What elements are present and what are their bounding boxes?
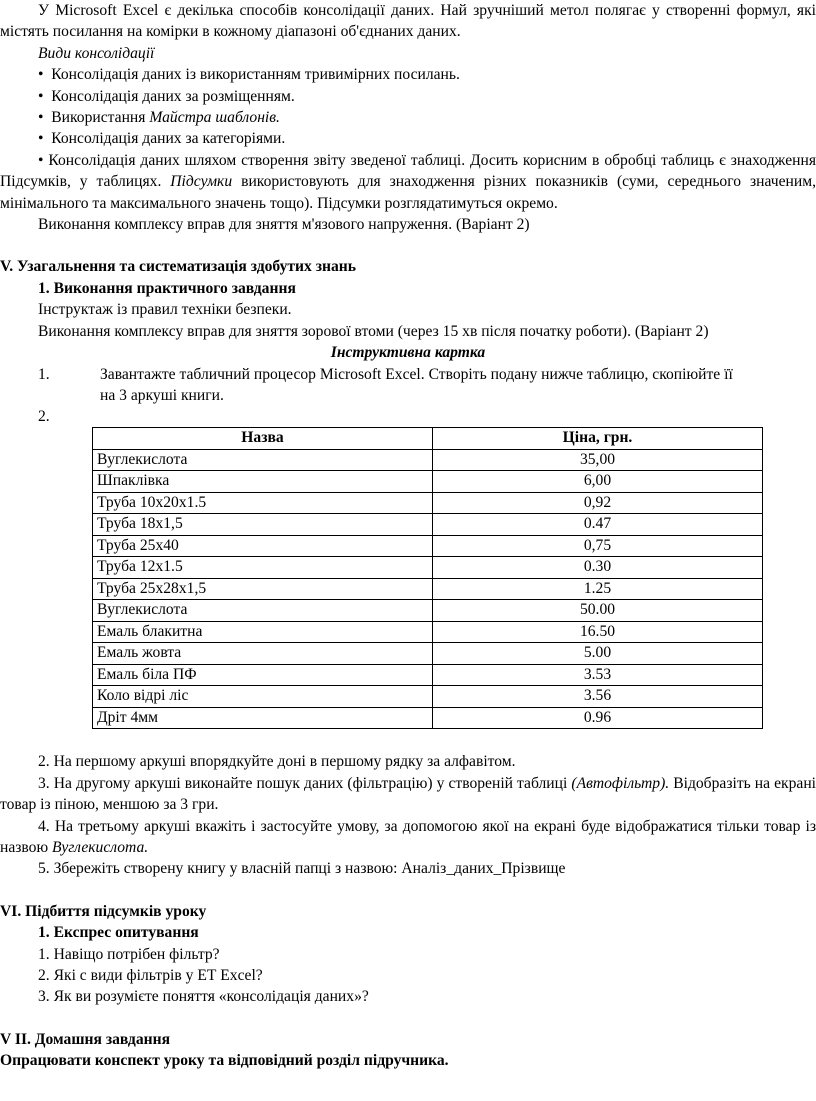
bullet-text-italic: Підсумки: [170, 173, 233, 191]
bullet-symbol: •: [38, 109, 44, 127]
product-name-cell: Труба 25х28х1,5: [93, 578, 433, 600]
table-header-row: [93, 428, 763, 450]
product-name-cell: Труба 10х20х1.5: [93, 492, 433, 514]
section-title-6: VI. Підбиття підсумків уроку: [0, 902, 207, 920]
table-row: [93, 600, 763, 622]
price-table: [92, 427, 763, 729]
product-name-cell: Труба 18х1,5: [93, 514, 433, 536]
product-name-cell: Труба 12х1.5: [93, 557, 433, 579]
bullet-symbol: •: [38, 151, 44, 169]
task-text: 4. На третьому аркуші вкажіть і застосуйте умову, за допомогою якої на екрані буде відображатися тільки товар із назвою: [0, 817, 816, 856]
bullet-text: використовують для знаходження різних показників (суми, середнього значеним, мінімального та максимального значень тощо). Підсумки розглядатимуться окремо.: [0, 173, 816, 212]
table-row: [93, 621, 763, 643]
table-row: [93, 686, 763, 708]
table-row: [93, 449, 763, 471]
eye-exercise-line: Виконання комплексу вправ для зняття зорової втоми (через 15 хв після початку роботи). (Варіант 2): [38, 322, 709, 340]
task-text: Відобразіть на екрані товар із піною, меншою за 3 гри.: [0, 774, 816, 814]
price-cell: 6,00: [433, 471, 763, 493]
task-text-italic: Вуглекислота.: [52, 838, 149, 856]
product-name-cell: Вуглекислота: [93, 449, 433, 471]
price-table-body: [93, 449, 763, 729]
task-4: [0, 816, 816, 859]
step-number: 1.: [38, 365, 50, 383]
bullet-item: [0, 86, 816, 107]
consolidation-types-heading: Види консолідації: [38, 44, 155, 62]
bullet-text: Консолідація даних за категоріями.: [51, 130, 286, 148]
task-2: 2. На першому аркуші впорядкуйте доні в першому рядку за алфавітом.: [38, 753, 516, 771]
price-cell: 3.53: [433, 664, 763, 686]
step-text: Завантажте табличний процесор Microsoft Excel. Створіть подану нижче таблицю, скопіюйте її на 3 аркуші книги.: [100, 365, 733, 404]
bullet-item-long: [0, 150, 816, 214]
table-row: [93, 707, 763, 729]
table-row: [93, 557, 763, 579]
table-row: [93, 514, 763, 536]
table-row: [93, 492, 763, 514]
safety-instruction: Інструктаж із правил техніки безпеки.: [38, 301, 292, 319]
section-title-7: V II. Домашня завдання: [0, 1030, 171, 1048]
bullet-text: Консолідація даних шляхом створення звіту зведеної таблиці. Досить корисним в обробці таблиць є знаходження Підсумків, у таблицях.: [0, 151, 816, 191]
section-title-5: V. Узагальнення та систематизація здобутих знань: [0, 258, 357, 276]
product-name-cell: Вуглекислота: [93, 600, 433, 622]
product-name-cell: Дріт 4мм: [93, 707, 433, 729]
step-1: [0, 364, 816, 407]
column-header-name: Назва: [93, 428, 433, 450]
bullet-text: Консолідація даних із використанням тривимірних посилань.: [51, 66, 460, 84]
price-cell: 5.00: [433, 643, 763, 665]
price-cell: 0.96: [433, 707, 763, 729]
question-2: 2. Які с види фільтрів у ЕТ Excel?: [38, 966, 263, 984]
product-name-cell: Шпаклівка: [93, 471, 433, 493]
task-text: 3. На другому аркуші виконайте пошук даних (фільтрацію) у створеній таблиці: [38, 774, 572, 792]
product-name-cell: Коло відрі ліс: [93, 686, 433, 708]
task-text-italic: (Автофільтр).: [571, 774, 670, 792]
price-cell: 35,00: [433, 449, 763, 471]
price-cell: 1.25: [433, 578, 763, 600]
question-1: 1. Навіщо потрібен фільтр?: [38, 945, 220, 963]
column-header-price: Ціна, грн.: [433, 428, 763, 450]
intro-paragraph: У Microsoft Excel є декілька способів консолідації даних. Най зручніший метол полягає у створенні формул, які містять посилання на комірки в кожному діапазоні об'єднаних даних.: [0, 2, 816, 41]
bullet-symbol: •: [38, 66, 44, 84]
price-cell: 16.50: [433, 621, 763, 643]
price-cell: 0.47: [433, 514, 763, 536]
product-name-cell: Труба 25х40: [93, 535, 433, 557]
price-cell: 3.56: [433, 686, 763, 708]
product-name-cell: Емаль блакитна: [93, 621, 433, 643]
table-row: [93, 535, 763, 557]
question-3: 3. Як ви розумієте поняття «консолідація даних»?: [38, 988, 369, 1006]
section-subtitle-5: 1. Виконання практичного завдання: [38, 279, 296, 297]
product-name-cell: Емаль біла ПФ: [93, 664, 433, 686]
bullet-item: [0, 128, 816, 149]
step-2: [0, 406, 816, 427]
homework-text: Опрацювати конспект уроку та відповідний розділ підручника.: [0, 1052, 449, 1070]
section-subtitle-6: 1. Експрес опитування: [38, 924, 199, 942]
bullet-symbol: •: [38, 87, 44, 105]
task-3: [0, 773, 816, 816]
step-number: 2.: [38, 408, 50, 426]
table-row: [93, 471, 763, 493]
bullet-text: Консолідація даних за розміщенням.: [51, 87, 295, 105]
price-cell: 0,92: [433, 492, 763, 514]
task-5: 5. Збережіть створену книгу у власній папці з назвою: Аналіз_даних_Прізвище: [38, 860, 566, 878]
price-cell: 50.00: [433, 600, 763, 622]
bullet-item: [0, 64, 816, 85]
product-name-cell: Емаль жовта: [93, 643, 433, 665]
bullet-text-italic: Майстра шаблонів.: [149, 109, 280, 127]
price-cell: 0.30: [433, 557, 763, 579]
table-row: [93, 664, 763, 686]
bullet-symbol: •: [38, 130, 44, 148]
exercise-line: Виконання комплексу вправ для зняття м'язового напруження. (Варіант 2): [38, 216, 530, 234]
table-row: [93, 643, 763, 665]
price-cell: 0,75: [433, 535, 763, 557]
instruction-card-title: Інструктивна картка: [330, 344, 486, 362]
bullet-text: Використання: [51, 109, 150, 127]
bullet-item: [0, 107, 816, 128]
table-row: [93, 578, 763, 600]
